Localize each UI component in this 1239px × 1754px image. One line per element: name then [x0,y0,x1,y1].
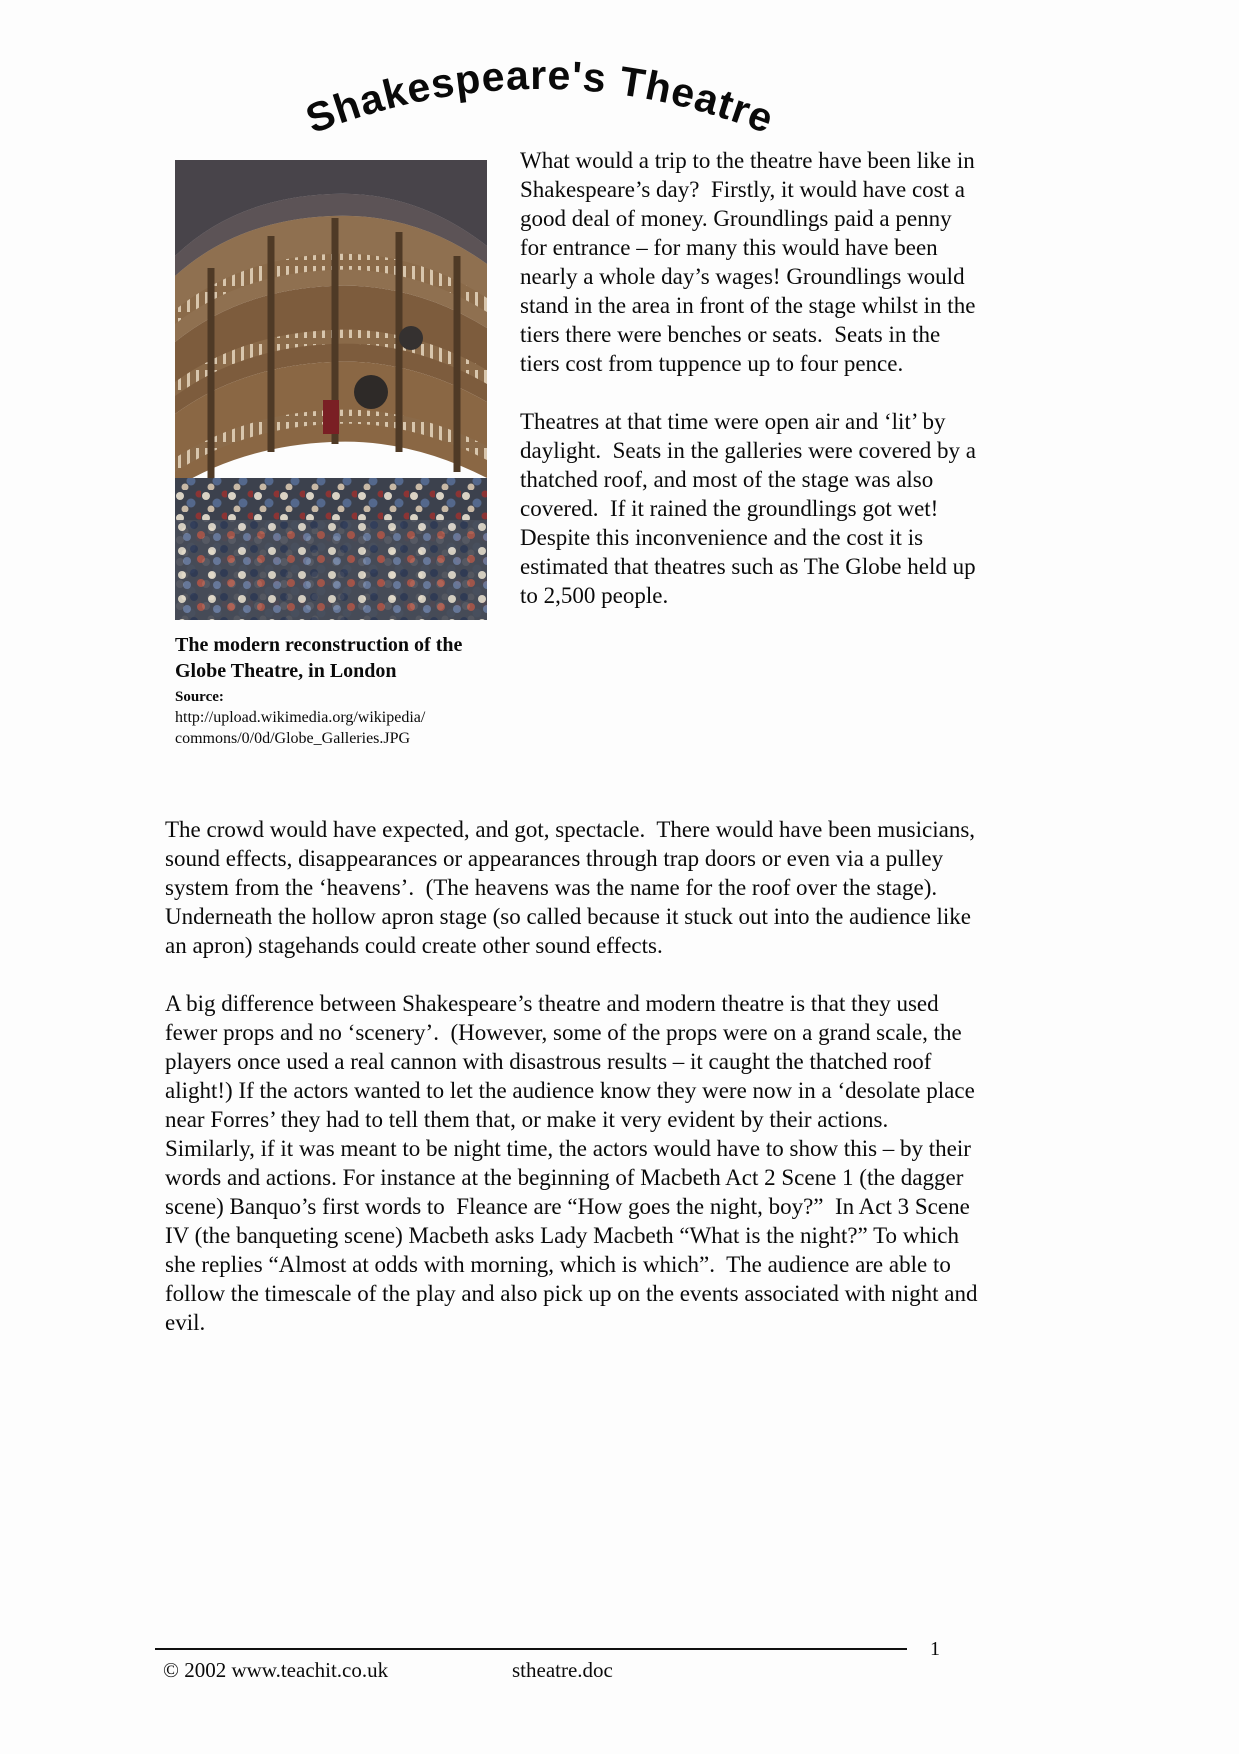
svg-text:Shakespeare's Theatre [300,52,781,142]
footer-page-number: 1 [930,1638,940,1660]
globe-theatre-photo [175,160,487,620]
footer-divider [155,1648,907,1650]
caption-text: The modern reconstruction of the Globe Theatre, in London [175,634,468,682]
paragraph-cost: What would a trip to the theatre have been like in Shakespeare’s day? Firstly, it would have cost a good deal of money. Groundlings paid a penny for entrance – for many this would have been nearly a whole day’s wages! Groundlings would stand in the area in front of the stage whilst in the tiers there were benches or seats. Seats in the tiers cost from tuppence up to four pence. [520,148,982,376]
paragraph-open-air: Theatres at that time were open air and ‘lit’ by daylight. Seats in the galleries were covered by a thatched roof, and most of the stage was also covered. If it rained the groundlings got wet! Despite this inconvenience and the cost it is estimated that theatres such as The Globe held up to 2,500 people. [520,409,982,608]
paragraph-spectacle: The crowd would have expected, and got, spectacle. There would have been musicians, sound effects, disappearances or appearances through trap doors or even via a pulley system from the ‘heavens’. (The heavens was the name for the roof over the stage). Underneath the hollow apron stage (so called because it stuck out into the audience like an apron) stagehands could create other sound effects. [165,817,981,958]
crowd-front [175,520,487,620]
caption-source-label: Source: [175,689,224,705]
caption-source-url-line2: commons/0/0d/Globe_Galleries.JPG [175,730,411,747]
paragraph-props: A big difference between Shakespeare’s theatre and modern theatre is that they used fewer props and no ‘scenery’. (However, some of the props were on a grand scale, the players once used a real cannon with disastrous results – it caught the thatched roof alight!) If the actors wanted to let the audience know they were now in a ‘desolate place near Forres’ they had to tell them that, or make it very evident by their actions. Similarly, if it was meant to be night time, the actors would have to show this – by their words and actions. For instance at the beginning of Macbeth Act 2 Scene 1 (the dagger scene) Banquo’s first words to Fleance are “How goes the night, boy?” In Act 3 Scene IV (the banqueting scene) Macbeth asks Lady Macbeth “What is the night?” To which she replies “Almost at odds with morning, which is which”. The audience are able to follow the timescale of the play and also pick up on the events associated with night and evil. [165,991,984,1335]
banner [323,400,339,434]
page-title-text: Shakespeare's Theatre [299,51,781,143]
round-object [354,375,388,409]
footer-filename: stheatre.doc [512,1658,613,1682]
figure-caption [175,632,495,749]
round-object [399,326,423,350]
intro-column [520,146,982,639]
body-text [165,815,983,1366]
footer-copyright: © 2002 www.teachit.co.uk [163,1658,389,1682]
caption-source-url-line1: http://upload.wikimedia.org/wikipedia/ [175,709,426,726]
